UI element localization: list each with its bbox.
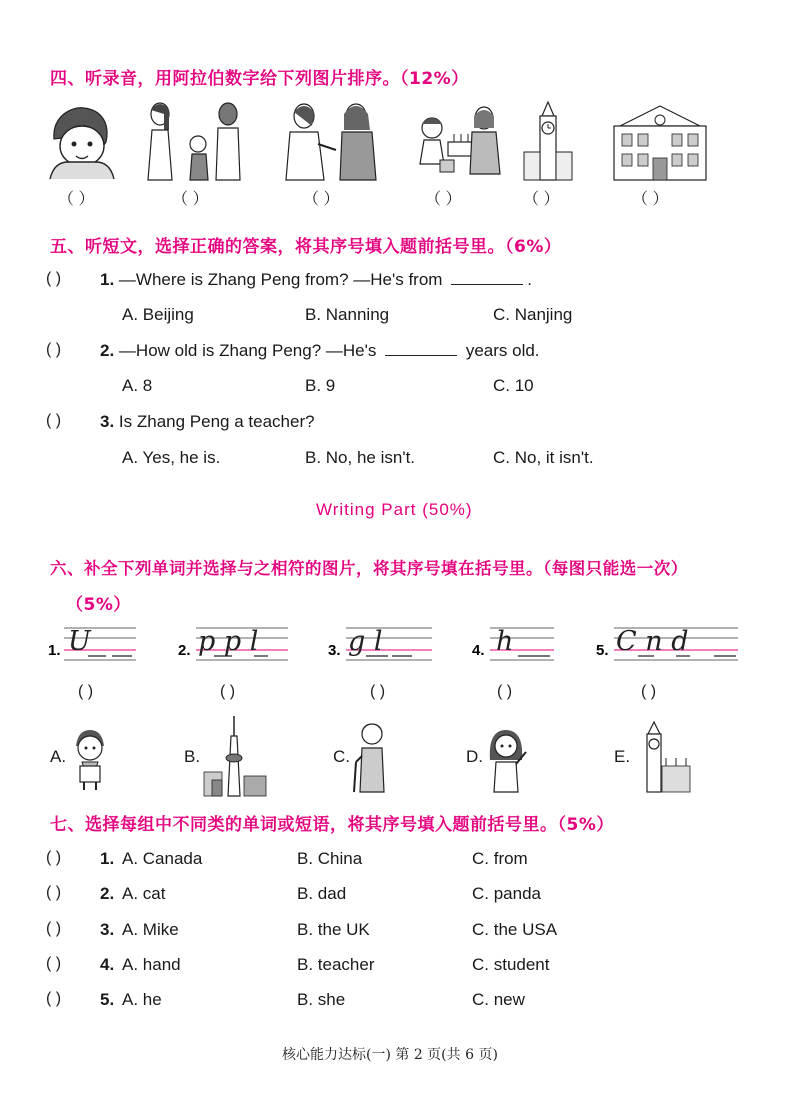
waving-girl-icon — [484, 726, 530, 792]
word-2-letters: p p l — [198, 626, 259, 657]
word-1[interactable] — [48, 626, 136, 660]
s7-row4-number: 4. — [100, 955, 115, 974]
s7-row1-option-b: B. China — [297, 849, 363, 868]
s7-row4-answer-paren[interactable]: ( ) — [46, 955, 62, 972]
writing-part-title: Writing Part (50%) — [316, 500, 473, 519]
picture-1-answer-paren[interactable]: （ ） — [58, 191, 95, 208]
word-1-answer-paren[interactable]: ( ) — [78, 683, 94, 700]
q3-text: Is Zhang Peng a teacher? — [118, 412, 315, 431]
q1-question — [100, 270, 532, 290]
q1-text-end: . — [527, 270, 532, 289]
q1-text: —Where is Zhang Peng from? —He's from — [118, 270, 443, 289]
q3-option-c: C. No, it isn't. — [493, 448, 594, 467]
s7-row1-number: 1. — [100, 849, 115, 868]
word-4-letters: h — [496, 626, 514, 657]
q2-text-end: years old. — [465, 341, 540, 360]
q3-number: 3. — [100, 412, 115, 431]
q3-answer-paren[interactable]: ( ) — [46, 412, 62, 429]
big-ben-icon — [636, 722, 692, 792]
s7-row5-option-c: C. new — [472, 990, 525, 1009]
word-4[interactable] — [472, 626, 554, 660]
section-6-heading: 六、补全下列单词并选择与之相符的图片，将其序号填在括号里。（每图只能选一次） — [50, 559, 688, 578]
s7-row2-option-a: A. cat — [122, 884, 166, 903]
picture-option-d-label: D. — [466, 747, 483, 766]
s7-row3-option-a: A. Mike — [122, 920, 179, 939]
q1-option-b: B. Nanning — [305, 305, 390, 324]
picture-6-answer-paren[interactable]: （ ） — [632, 191, 669, 208]
word-4-number: 4. — [472, 642, 485, 659]
big-ben-clock-tower-icon — [522, 102, 574, 180]
word-4-answer-paren[interactable]: ( ) — [497, 683, 513, 700]
word-5[interactable] — [596, 626, 738, 660]
word-3-answer-paren[interactable]: ( ) — [370, 683, 386, 700]
school-building-icon — [610, 104, 710, 180]
picture-2-answer-paren[interactable]: （ ） — [172, 191, 209, 208]
section-4-heading: 四、听录音，用阿拉伯数字给下列图片排序。（12%） — [50, 69, 469, 89]
two-women-greeting-icon — [278, 100, 384, 180]
word-5-answer-paren[interactable]: ( ) — [641, 683, 657, 700]
word-1-letters: U — [68, 626, 91, 657]
q2-option-c: C. 10 — [493, 376, 534, 395]
s7-row5-option-b: B. she — [297, 990, 346, 1009]
q2-option-a: A. 8 — [122, 376, 153, 395]
old-man-with-cane-icon — [350, 722, 392, 792]
girl-with-birthday-cake-icon — [414, 104, 502, 180]
word-3[interactable] — [328, 626, 432, 660]
picture-option-c-label: C. — [333, 747, 350, 766]
q1-option-a: A. Beijing — [122, 305, 194, 324]
s7-row4-option-a: A. hand — [122, 955, 181, 974]
s7-row4-option-b: B. teacher — [297, 955, 375, 974]
s7-row3-option-b: B. the UK — [297, 920, 370, 939]
s7-row3-number: 3. — [100, 920, 115, 939]
s7-row3-option-c: C. the USA — [472, 920, 558, 939]
word-3-number: 3. — [328, 642, 341, 659]
picture-4-answer-paren[interactable]: （ ） — [425, 191, 462, 208]
word-completion-row — [48, 624, 748, 670]
q3-question — [100, 412, 315, 432]
q2-text: —How old is Zhang Peng? —He's — [118, 341, 377, 360]
s7-row2-option-c: C. panda — [472, 884, 541, 903]
q3-option-a: A. Yes, he is. — [122, 448, 221, 467]
section-5-heading: 五、听短文，选择正确的答案，将其序号填入题前括号里。（6%） — [50, 237, 562, 257]
q1-number: 1. — [100, 270, 115, 289]
q1-answer-paren[interactable]: ( ) — [46, 270, 62, 287]
picture-option-a-label: A. — [50, 747, 67, 766]
word-5-letters: C n d — [616, 626, 689, 657]
cn-tower-city-icon — [200, 716, 270, 796]
q1-blank[interactable] — [451, 270, 523, 285]
q1-option-c: C. Nanjing — [493, 305, 573, 324]
s7-row4-option-c: C. student — [472, 955, 550, 974]
s7-row2-answer-paren[interactable]: ( ) — [46, 884, 62, 901]
word-5-number: 5. — [596, 642, 609, 659]
page-footer: 核心能力达标(一) 第 2 页(共 6 页) — [282, 1047, 498, 1063]
s7-row5-number: 5. — [100, 990, 115, 1009]
q3-option-b: B. No, he isn't. — [305, 448, 416, 467]
picture-5-answer-paren[interactable]: （ ） — [523, 191, 560, 208]
word-2-answer-paren[interactable]: ( ) — [220, 683, 236, 700]
s7-row2-number: 2. — [100, 884, 115, 903]
q2-option-b: B. 9 — [305, 376, 336, 395]
word-3-letters: g l — [348, 626, 383, 657]
s7-row3-answer-paren[interactable]: ( ) — [46, 920, 62, 937]
boy-with-scarf-icon — [68, 728, 112, 790]
picture-option-b-label: B. — [184, 747, 201, 766]
s7-row1-answer-paren[interactable]: ( ) — [46, 849, 62, 866]
section-7-heading: 七、选择每组中不同类的单词或短语，将其序号填入题前括号里。（5%） — [50, 815, 614, 835]
picture-3-answer-paren[interactable]: （ ） — [303, 191, 340, 208]
s7-row5-answer-paren[interactable]: ( ) — [46, 990, 62, 1007]
s7-row2-option-b: B. dad — [297, 884, 347, 903]
q2-blank[interactable] — [385, 341, 457, 356]
boy-portrait-icon — [44, 104, 116, 179]
q2-question — [100, 341, 540, 361]
s7-row1-option-a: A. Canada — [122, 849, 203, 868]
word-2[interactable] — [178, 626, 288, 660]
word-2-number: 2. — [178, 642, 191, 659]
q2-number: 2. — [100, 341, 115, 360]
section-6-percent: （5%） — [66, 595, 131, 615]
q2-answer-paren[interactable]: ( ) — [46, 341, 62, 358]
picture-option-e-label: E. — [614, 747, 631, 766]
teacher-with-children-icon — [138, 100, 248, 180]
s7-row5-option-a: A. he — [122, 990, 162, 1009]
s7-row1-option-c: C. from — [472, 849, 528, 868]
word-1-number: 1. — [48, 642, 61, 659]
